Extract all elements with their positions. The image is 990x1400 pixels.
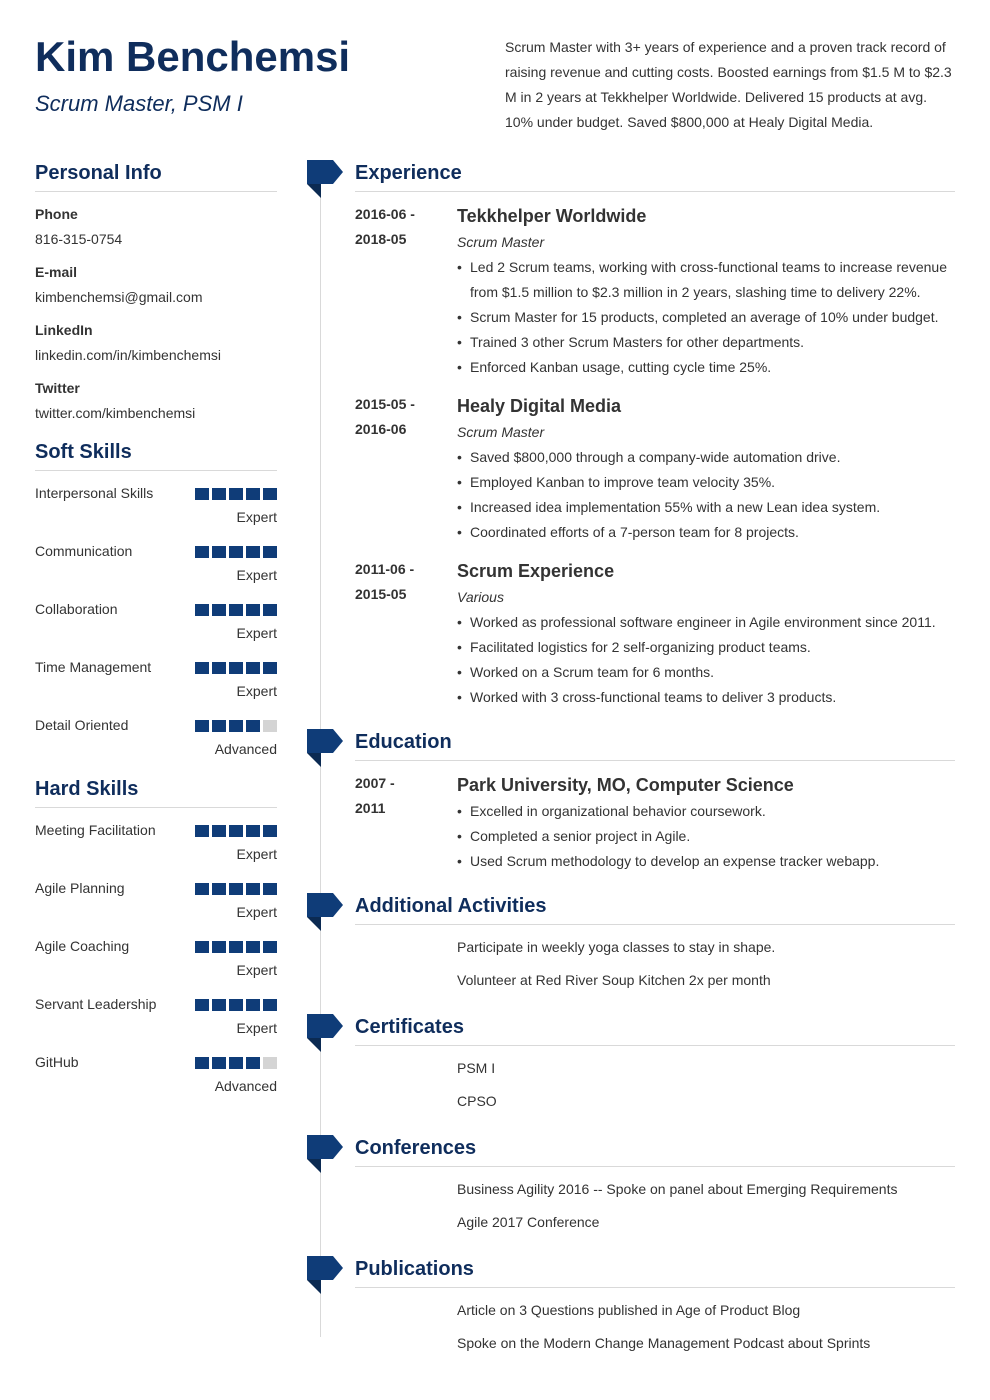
profile-summary: Scrum Master with 3+ years of experience and a proven track record of raising revenue and cutting costs. Boosted earnings from $1.5 M to $2.3 M in 2 years at Tekkhelper Worldwide. Delivered 15 products at avg. 10% under budget. Saved $800,000 at Healy Digital Media.: [505, 39, 952, 130]
soft-skills-list: [35, 481, 277, 760]
achievement-list: [457, 610, 955, 710]
info-value: twitter.com/kimbenchemsi: [35, 405, 196, 421]
achievement-item: • Coordinated efforts of a 7-person team for 8 projects.: [457, 520, 955, 545]
rating-dot: [212, 941, 226, 953]
skill-item: [35, 481, 277, 528]
candidate-name: Kim Benchemsi: [35, 33, 351, 80]
entry-date: [355, 557, 435, 607]
rating-dot: [212, 488, 226, 500]
left-column: [35, 155, 277, 1108]
rating-dot: [229, 546, 243, 558]
hard-skills-heading: Hard Skills: [35, 771, 277, 808]
skill-item: [35, 1050, 277, 1097]
skill-name: Detail Oriented: [35, 717, 129, 733]
company-name: Scrum Experience: [457, 561, 615, 581]
section-flag-icon: [307, 729, 343, 767]
skill-item: [35, 539, 277, 586]
achievement-item: • Trained 3 other Scrum Masters for other departments.: [457, 330, 955, 355]
publications-item: Article on 3 Questions published in Age of Product Blog: [457, 1302, 801, 1318]
entry-date: [355, 771, 435, 821]
info-value: kimbenchemsi@gmail.com: [35, 289, 203, 305]
rating-dot: [229, 941, 243, 953]
entry-date: [355, 202, 435, 252]
achievement-item: • Employed Kanban to improve team velocity 35%.: [457, 470, 955, 495]
candidate-title: Scrum Master, PSM I: [35, 91, 243, 116]
rating-dot: [195, 941, 209, 953]
skill-name: Meeting Facilitation: [35, 822, 156, 838]
skill-level: Expert: [236, 625, 277, 641]
rating-dot: [246, 720, 260, 732]
skill-name: Time Management: [35, 659, 152, 675]
rating-dot: [195, 604, 209, 616]
rating-dot: [263, 999, 277, 1011]
skill-name: Interpersonal Skills: [35, 485, 154, 501]
rating-dot: [229, 999, 243, 1011]
rating-dot: [246, 941, 260, 953]
rating-dot: [246, 1057, 260, 1069]
experience-entry: [355, 392, 955, 545]
date-end: 2011: [355, 800, 386, 816]
soft-skills-section: [35, 434, 277, 760]
rating-dot: [212, 1057, 226, 1069]
rating-dot: [246, 488, 260, 500]
date-start: 2007 -: [355, 775, 395, 791]
info-label: Phone: [35, 206, 78, 222]
section-flag-icon: [307, 1135, 343, 1173]
skill-item: [35, 876, 277, 923]
rating-dot: [246, 546, 260, 558]
conferences-section: [355, 1130, 955, 1235]
skill-name: Agile Coaching: [35, 938, 130, 954]
rating-dot: [229, 1057, 243, 1069]
rating-dot: [195, 883, 209, 895]
skill-level: Expert: [236, 509, 277, 525]
skill-rating: [195, 604, 277, 616]
skill-rating: [195, 662, 277, 674]
education-bullets: [457, 799, 955, 874]
skill-name: Agile Planning: [35, 880, 125, 896]
rating-dot: [212, 999, 226, 1011]
rating-dot: [212, 546, 226, 558]
education-bullet: • Excelled in organizational behavior coursework.: [457, 799, 955, 824]
certificates-item: PSM I: [457, 1060, 496, 1076]
certificates-list: [355, 1056, 955, 1114]
rating-dot: [263, 1057, 277, 1069]
rating-dot: [246, 604, 260, 616]
rating-dot: [212, 604, 226, 616]
skill-item: [35, 597, 277, 644]
date-end: 2016-06: [355, 421, 407, 437]
achievement-item: • Facilitated logistics for 2 self-organizing product teams.: [457, 635, 955, 660]
education-heading: Education: [355, 724, 955, 761]
skill-name: Collaboration: [35, 601, 118, 617]
conferences-item: Business Agility 2016 -- Spoke on panel about Emerging Requirements: [457, 1181, 898, 1197]
date-start: 2015-05 -: [355, 396, 415, 412]
publications-section: [355, 1251, 955, 1356]
education-list: [355, 771, 955, 874]
certificates-item: CPSO: [457, 1093, 497, 1109]
entry-date: [355, 392, 435, 442]
achievement-item: • Enforced Kanban usage, cutting cycle time 25%.: [457, 355, 955, 380]
rating-dot: [263, 488, 277, 500]
rating-dot: [246, 999, 260, 1011]
conferences-heading: Conferences: [355, 1130, 955, 1167]
achievement-item: • Worked on a Scrum team for 6 months.: [457, 660, 955, 685]
rating-dot: [263, 546, 277, 558]
achievement-item: • Increased idea implementation 55% with a new Lean idea system.: [457, 495, 955, 520]
skill-level: Expert: [236, 962, 277, 978]
skill-name: Servant Leadership: [35, 996, 157, 1012]
skill-level: Expert: [236, 846, 277, 862]
activities-list: [355, 935, 955, 993]
rating-dot: [229, 825, 243, 837]
certificates-heading: Certificates: [355, 1009, 955, 1046]
company-name: Healy Digital Media: [457, 396, 622, 416]
conferences-list: [355, 1177, 955, 1235]
skill-item: [35, 992, 277, 1039]
job-role: Scrum Master: [457, 234, 545, 250]
rating-dot: [195, 546, 209, 558]
rating-dot: [212, 825, 226, 837]
rating-dot: [212, 720, 226, 732]
conferences-item: Agile 2017 Conference: [457, 1214, 600, 1230]
skill-item: [35, 818, 277, 865]
date-start: 2011-06 -: [355, 561, 415, 577]
rating-dot: [195, 488, 209, 500]
rating-dot: [195, 825, 209, 837]
skill-item: [35, 934, 277, 981]
skill-level: Expert: [236, 683, 277, 699]
experience-heading: Experience: [355, 155, 955, 192]
achievement-item: • Worked as professional software engineer in Agile environment since 2011.: [457, 610, 955, 635]
achievement-item: • Worked with 3 cross-functional teams to deliver 3 products.: [457, 685, 955, 710]
date-end: 2015-05: [355, 586, 407, 602]
date-start: 2016-06 -: [355, 206, 415, 222]
rating-dot: [195, 999, 209, 1011]
info-value: 816-315-0754: [35, 231, 123, 247]
achievement-list: [457, 255, 955, 380]
job-role: Scrum Master: [457, 424, 545, 440]
skill-rating: [195, 941, 277, 953]
skill-level: Expert: [236, 1020, 277, 1036]
info-label: Twitter: [35, 380, 80, 396]
section-flag-icon: [307, 1256, 343, 1294]
resume-header: [0, 0, 990, 150]
rating-dot: [263, 662, 277, 674]
skill-rating: [195, 883, 277, 895]
achievement-item: • Saved $800,000 through a company-wide automation drive.: [457, 445, 955, 470]
activities-item: Volunteer at Red River Soup Kitchen 2x per month: [457, 972, 771, 988]
personal-info-section: [35, 155, 277, 426]
hard-skills-list: [35, 818, 277, 1097]
publications-heading: Publications: [355, 1251, 955, 1288]
section-flag-icon: [307, 160, 343, 198]
education-section: [355, 724, 955, 874]
education-bullet: • Completed a senior project in Agile.: [457, 824, 955, 849]
achievement-list: [457, 445, 955, 545]
skill-level: Advanced: [214, 1078, 277, 1094]
hard-skills-section: [35, 771, 277, 1097]
experience-entry: [355, 557, 955, 710]
experience-section: [355, 155, 955, 710]
rating-dot: [263, 941, 277, 953]
info-value: linkedin.com/in/kimbenchemsi: [35, 347, 221, 363]
school-name: Park University, MO, Computer Science: [457, 775, 794, 795]
achievement-item: • Led 2 Scrum teams, working with cross-functional teams to increase revenue from $1.5 million to $2.3 million in 2 years, slashing time to delivery 22%.: [457, 255, 955, 305]
info-label: E-mail: [35, 264, 78, 280]
publications-item: Spoke on the Modern Change Management Podcast about Sprints: [457, 1335, 871, 1351]
activities-item: Participate in weekly yoga classes to stay in shape.: [457, 939, 776, 955]
activities-section: [355, 888, 955, 993]
certificates-section: [355, 1009, 955, 1114]
skill-rating: [195, 825, 277, 837]
activities-heading: Additional Activities: [355, 888, 955, 925]
skill-level: Advanced: [214, 741, 277, 757]
rating-dot: [229, 488, 243, 500]
experience-list: [355, 202, 955, 710]
skill-level: Expert: [236, 567, 277, 583]
rating-dot: [212, 883, 226, 895]
skill-name: Communication: [35, 543, 133, 559]
rating-dot: [263, 720, 277, 732]
personal-info-heading: Personal Info: [35, 155, 277, 192]
education-bullet: • Used Scrum methodology to develop an expense tracker webapp.: [457, 849, 955, 874]
rating-dot: [263, 883, 277, 895]
skill-rating: [195, 999, 277, 1011]
rating-dot: [229, 883, 243, 895]
rating-dot: [246, 883, 260, 895]
section-flag-icon: [307, 1014, 343, 1052]
rating-dot: [195, 1057, 209, 1069]
rating-dot: [263, 825, 277, 837]
skill-rating: [195, 1057, 277, 1069]
soft-skills-heading: Soft Skills: [35, 434, 277, 471]
skill-rating: [195, 546, 277, 558]
achievement-item: • Scrum Master for 15 products, completed an average of 10% under budget.: [457, 305, 955, 330]
rating-dot: [195, 662, 209, 674]
education-entry: [355, 771, 955, 874]
rating-dot: [246, 662, 260, 674]
experience-entry: [355, 202, 955, 380]
rating-dot: [263, 604, 277, 616]
job-role: Various: [457, 589, 504, 605]
skill-rating: [195, 720, 277, 732]
publications-list: [355, 1298, 955, 1356]
personal-info-list: [35, 202, 277, 426]
rating-dot: [229, 720, 243, 732]
skill-item: [35, 713, 277, 760]
date-end: 2018-05: [355, 231, 407, 247]
company-name: Tekkhelper Worldwide: [457, 206, 647, 226]
skill-rating: [195, 488, 277, 500]
rating-dot: [229, 604, 243, 616]
info-label: LinkedIn: [35, 322, 93, 338]
rating-dot: [229, 662, 243, 674]
skill-name: GitHub: [35, 1054, 79, 1070]
skill-item: [35, 655, 277, 702]
rating-dot: [246, 825, 260, 837]
section-flag-icon: [307, 893, 343, 931]
skill-level: Expert: [236, 904, 277, 920]
rating-dot: [212, 662, 226, 674]
rating-dot: [195, 720, 209, 732]
right-column: [355, 155, 955, 1364]
